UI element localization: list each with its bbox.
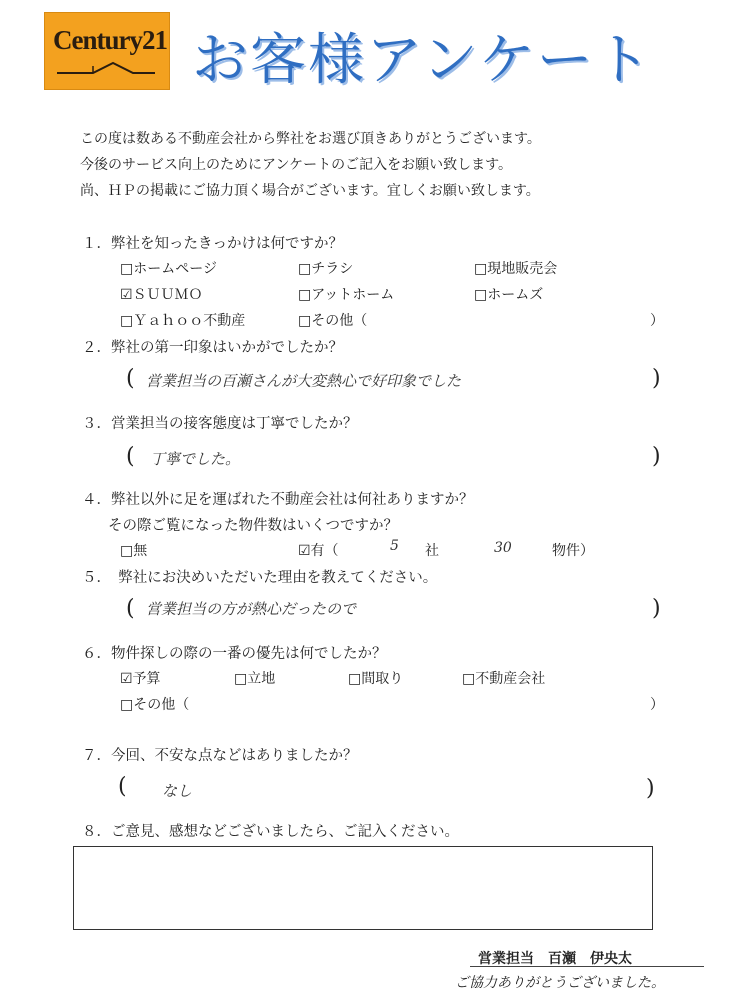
logo-text: Century21 bbox=[53, 25, 167, 55]
q2-open-paren: ( bbox=[126, 366, 135, 391]
q1-label: １．弊社を知ったきっかけは何ですか？ bbox=[82, 236, 343, 252]
intro-line-3: 尚、ＨＰの掲載にご協力頂く場合がございます。宜しくお願い致します。 bbox=[80, 183, 540, 199]
q3-close-paren: ) bbox=[652, 444, 661, 469]
q6-option-other[interactable]: □その他（ bbox=[120, 697, 190, 713]
staff-signature: 営業担当 百瀬 伊央太 bbox=[478, 951, 632, 967]
q5-close-paren: ) bbox=[652, 596, 661, 621]
thank-you-note: ご協力ありがとうございました。 bbox=[455, 975, 665, 991]
q3-label: ３．営業担当の接客態度は丁寧でしたか？ bbox=[82, 416, 358, 432]
intro-line-2: 今後のサービス向上のためにアンケートのご記入をお願い致します。 bbox=[80, 157, 513, 173]
q6-other-close: ） bbox=[650, 697, 664, 713]
q4-label: ４．弊社以外に足を運ばれた不動産会社は何社ありますか？ bbox=[82, 492, 474, 508]
intro-line-1: この度は数ある不動産会社から弊社をお選び頂きありがとうございます。 bbox=[80, 131, 541, 147]
q3-answer[interactable]: 丁寧でした。 bbox=[150, 450, 241, 468]
q1-option-yahoo[interactable]: □Ｙａｈｏｏ不動産 bbox=[120, 313, 246, 329]
q1-option-homepage[interactable]: □ホームページ bbox=[120, 261, 217, 277]
q2-label: ２．弊社の第一印象はいかがでしたか？ bbox=[82, 340, 343, 356]
q7-close-paren: ) bbox=[646, 776, 655, 801]
q7-label: ７．今回、不安な点などはありましたか？ bbox=[82, 748, 358, 764]
q5-label: ５． 弊社にお決めいただいた理由を教えてください。 bbox=[82, 570, 438, 586]
q6-option-agency[interactable]: □不動産会社 bbox=[462, 671, 546, 687]
q1-option-open-house[interactable]: □現地販売会 bbox=[474, 261, 558, 277]
q4-label-2: その際ご覧になった物件数はいくつですか？ bbox=[108, 518, 398, 534]
q4-companies-value[interactable]: 5 bbox=[390, 538, 399, 554]
house-roof-icon bbox=[57, 61, 155, 75]
q3-open-paren: ( bbox=[126, 444, 135, 469]
q1-option-homes[interactable]: □ホームズ bbox=[474, 287, 544, 303]
q4-properties-value[interactable]: 30 bbox=[494, 540, 512, 556]
q8-label: ８．ご意見、感想などございましたら、ご記入ください。 bbox=[82, 824, 459, 840]
q6-label: ６．物件探しの際の一番の優先は何でしたか？ bbox=[82, 646, 387, 662]
q6-option-budget[interactable]: ☑予算 bbox=[120, 671, 161, 687]
q7-open-paren: ( bbox=[118, 774, 127, 799]
signature-underline bbox=[470, 966, 704, 967]
q2-close-paren: ) bbox=[652, 366, 661, 391]
q1-option-athome[interactable]: □アットホーム bbox=[298, 287, 395, 303]
q1-option-flyer[interactable]: □チラシ bbox=[298, 261, 354, 277]
q4-option-none[interactable]: □無 bbox=[120, 543, 148, 559]
q2-answer[interactable]: 営業担当の百瀬さんが大変熱心で好印象でした bbox=[146, 372, 462, 390]
comment-box[interactable] bbox=[73, 846, 653, 930]
company-logo bbox=[44, 12, 170, 90]
q4-company-unit: 社 bbox=[425, 543, 439, 559]
q6-option-floorplan[interactable]: □間取り bbox=[348, 671, 404, 687]
q4-option-yes[interactable]: ☑有（ bbox=[298, 543, 339, 559]
q1-option-other[interactable]: □その他（ bbox=[298, 313, 368, 329]
q1-other-close: ） bbox=[650, 313, 664, 329]
q7-answer[interactable]: なし bbox=[162, 782, 193, 800]
q1-option-suumo[interactable]: ☑ＳＵＵＭＯ bbox=[120, 287, 203, 303]
page-title: お客様アンケート bbox=[192, 28, 653, 93]
q5-answer[interactable]: 営業担当の方が熱心だったので bbox=[146, 600, 357, 618]
q5-open-paren: ( bbox=[126, 596, 135, 621]
q4-property-unit: 物件） bbox=[552, 543, 594, 559]
q6-option-location[interactable]: □立地 bbox=[234, 671, 276, 687]
